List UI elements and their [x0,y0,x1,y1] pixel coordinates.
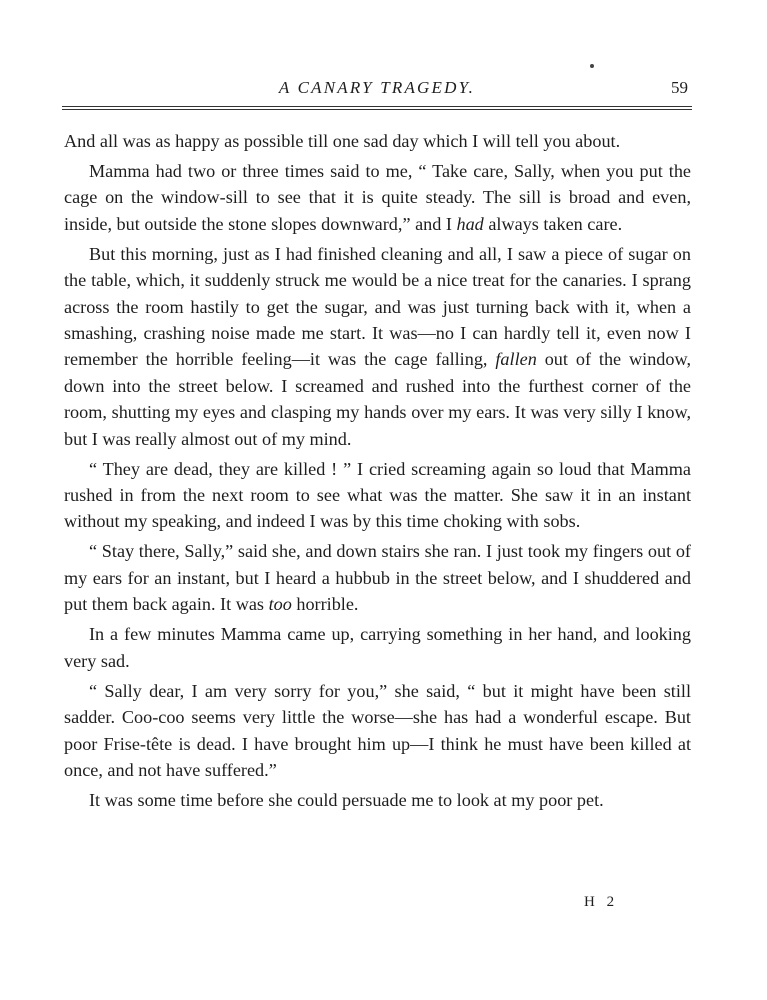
paragraph-6 [64,621,691,674]
running-head [62,76,692,100]
paragraph-2 [64,158,691,237]
paragraph-3 [64,241,691,452]
paragraph-2-text-a: Mamma had two or three times said to me, “ Take care, Sally, when you put the cage on the window-sill to see that it is quite steady. The sill is broad and even, inside, but outside the stone slopes downward,” and I [64,161,691,234]
signature-mark: H 2 [584,894,619,910]
paragraph-1 [64,128,691,154]
paragraph-5 [64,538,691,617]
body-text [64,128,691,817]
paragraph-3-text-b: out of the window, down into the street below. I screamed and rushed into the furthest corner of the room, shutting my eyes and clasping my hands over my ears. It was very silly I know, but I was really almost out of my mind. [64,349,691,449]
page-number: 59 [671,78,688,97]
paragraph-3-emphasis: fallen [495,349,537,370]
paragraph-7-text: “ Sally dear, I am very sorry for you,” she said, “ but it might have been still sadder. Coo-coo seems very little the worse—she has had a wonderful escape. But poor Frise-tête is dead. I have brought him up—I think he must have been killed at once, and not have suffered.” [64,680,691,780]
header-rule [62,106,692,110]
paragraph-2-text-b: always taken care. [483,213,623,234]
ink-speck [590,64,594,68]
paragraph-3-text-a: But this morning, just as I had finished cleaning and all, I saw a piece of sugar on the table, which, it suddenly struck me would be a nice treat for the canaries. I sprang across the room hastily to get the sugar, and was just turning back with it, when a smashing, crashing noise made me start. It was—no I can hardly tell it, even now I remember the horrible feeling—it was the cage falling, [64,243,691,370]
paragraph-1-text: And all was as happy as possible till one sad day which I will tell you about. [64,131,621,151]
paragraph-7 [64,678,691,784]
paragraph-4-text: “ They are dead, they are killed ! ” I cried screaming again so loud that Mamma rushed in from the next room to see what was the matter. She saw it in an instant without my speaking, and indeed I was by this time choking with sobs. [64,458,691,532]
paragraph-4 [64,456,691,535]
paragraph-8-text: It was some time before she could persuade me to look at my poor pet. [89,789,604,810]
paragraph-5-text-b: horrible. [291,594,359,615]
paragraph-5-emphasis: too [268,594,292,615]
paragraph-8 [64,787,691,813]
paragraph-2-emphasis: had [456,213,484,234]
paragraph-6-text: In a few minutes Mamma came up, carrying something in her hand, and looking very sad. [64,624,691,671]
running-title: A CANARY TRAGEDY. [278,78,476,97]
paragraph-5-text-a: “ Stay there, Sally,” said she, and down stairs she ran. I just took my fingers out of my ears for an instant, but I heard a hubbub in the street below, and I shuddered and put them back again. It was [64,541,691,615]
